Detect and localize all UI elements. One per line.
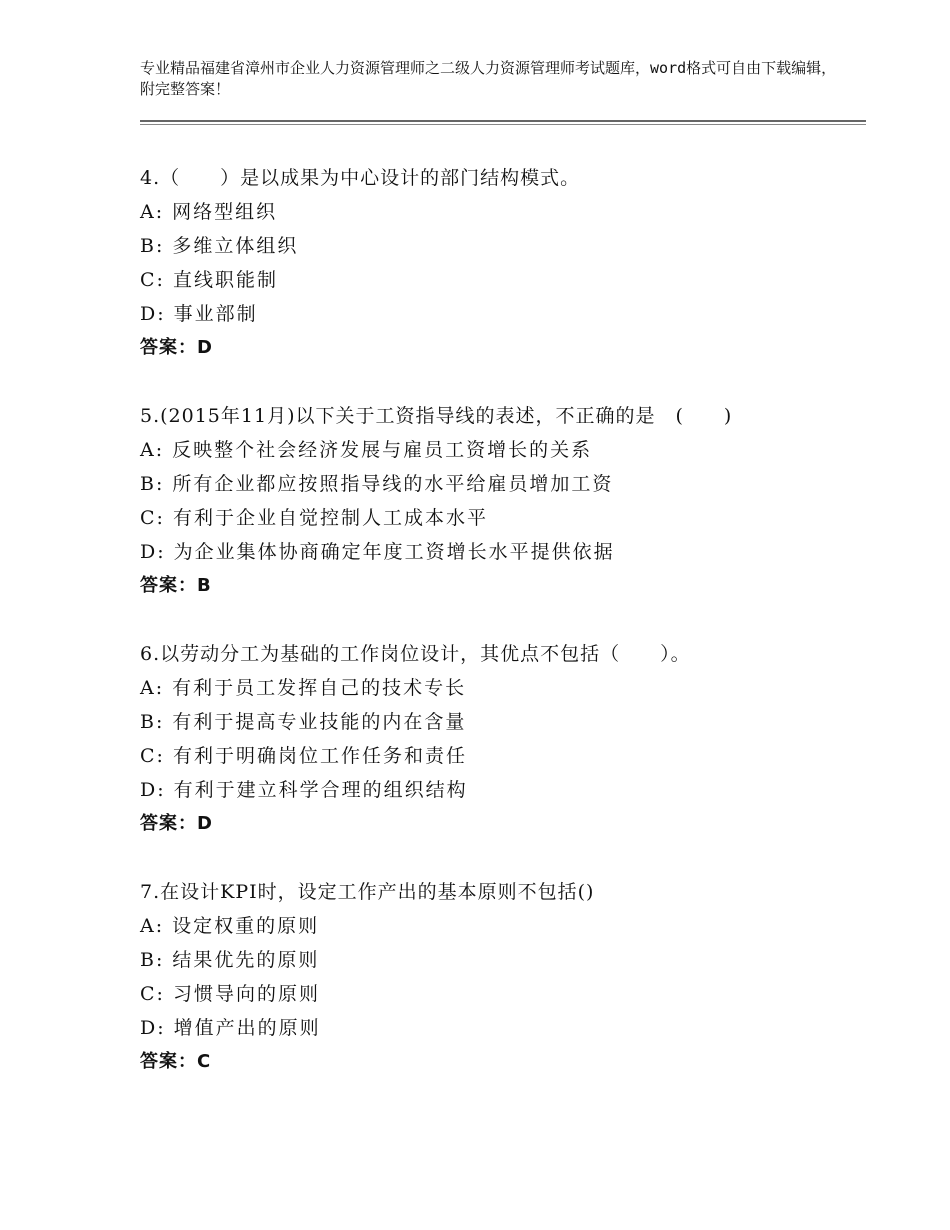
option-c: C: 有利于企业自觉控制人工成本水平 bbox=[140, 507, 488, 529]
option-a: A: 网络型组织 bbox=[140, 201, 278, 223]
option-c: C: 有利于明确岗位工作任务和责任 bbox=[140, 745, 467, 767]
option-b: B: 所有企业都应按照指导线的水平给雇员增加工资 bbox=[140, 473, 614, 495]
option-d: D: 增值产出的原则 bbox=[140, 1017, 321, 1039]
option-c: C: 习惯导向的原则 bbox=[140, 983, 320, 1005]
option-d: D: 有利于建立科学合理的组织结构 bbox=[140, 779, 468, 801]
option-b: B: 多维立体组织 bbox=[140, 235, 299, 257]
question-4 bbox=[140, 165, 860, 369]
option-a: A: 设定权重的原则 bbox=[140, 915, 320, 937]
answer-label: 答案：C bbox=[140, 1051, 212, 1072]
option-b: B: 结果优先的原则 bbox=[140, 949, 320, 971]
option-d: D: 事业部制 bbox=[140, 303, 258, 325]
document-header: 专业精品福建省漳州市企业人力资源管理师之二级人力资源管理师考试题库，word格式可自由下载编辑，附完整答案！ bbox=[140, 59, 837, 98]
answer-label: 答案：D bbox=[140, 337, 213, 358]
option-a: A: 有利于员工发挥自己的技术专长 bbox=[140, 677, 467, 699]
answer-label: 答案：D bbox=[140, 813, 213, 834]
question-6 bbox=[140, 641, 860, 845]
question-stem: 4.（ ）是以成果为中心设计的部门结构模式。 bbox=[140, 167, 581, 189]
question-stem: 7.在设计KPI时，设定工作产出的基本原则不包括() bbox=[140, 881, 595, 903]
header-divider bbox=[140, 120, 866, 122]
question-7 bbox=[140, 879, 860, 1083]
header-divider-thin bbox=[140, 124, 866, 125]
question-list bbox=[140, 165, 860, 1117]
option-c: C: 直线职能制 bbox=[140, 269, 278, 291]
option-b: B: 有利于提高专业技能的内在含量 bbox=[140, 711, 467, 733]
option-d: D: 为企业集体协商确定年度工资增长水平提供依据 bbox=[140, 541, 615, 563]
option-a: A: 反映整个社会经济发展与雇员工资增长的关系 bbox=[140, 439, 593, 461]
question-stem: 5.(2015年11月)以下关于工资指导线的表述，不正确的是 ( ) bbox=[140, 405, 733, 427]
question-stem: 6.以劳动分工为基础的工作岗位设计，其优点不包括（ ）。 bbox=[140, 643, 691, 665]
question-5 bbox=[140, 403, 860, 607]
answer-label: 答案：B bbox=[140, 575, 212, 596]
